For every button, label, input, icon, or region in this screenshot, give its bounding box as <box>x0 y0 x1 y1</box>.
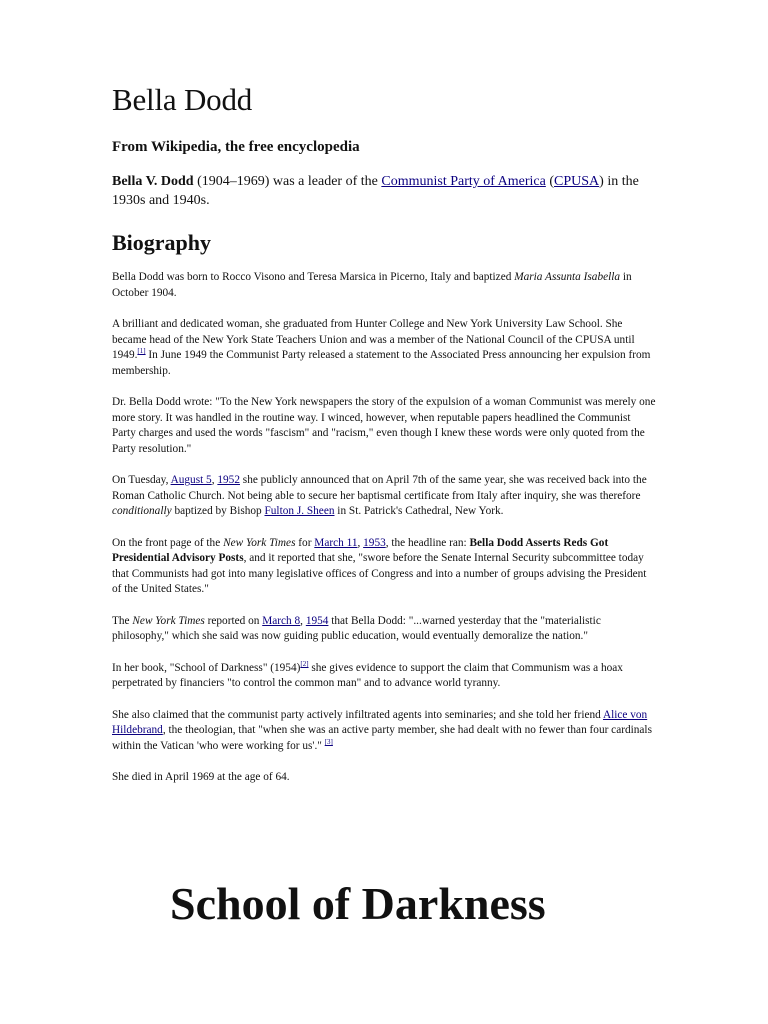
lead-paragraph: Bella V. Dodd (1904–1969) was a leader of the Communist Party of America (CPUSA) in the 1930s and 1940s. <box>112 174 639 208</box>
subject-name: Bella V. Dodd <box>112 174 194 189</box>
reference-3-link[interactable]: [3] <box>324 737 333 746</box>
reference-1-link[interactable]: [1] <box>137 347 146 356</box>
biography-paragraph-8: She also claimed that the communist party actively infiltrated agents into seminaries; and she told her friend Alice von Hildebrand, the theologian, that "when she was an active party member, she had dealt with no fewer than four cardinals within the Vatican 'who were working for us'." [3] <box>112 708 652 752</box>
link-august-5[interactable]: August 5 <box>170 474 212 486</box>
biography-paragraph-6: The New York Times reported on March 8, 1954 that Bella Dodd: "...warned yesterday that the "materialistic philosophy," which she said was now guiding public education, would eventually demoralize the nation." <box>112 614 601 642</box>
biography-paragraph-5: On the front page of the New York Times for March 11, 1953, the headline ran: Bella Dodd Asserts Reds Got Presidential Advisory Posts, and it reported that she, "swore before the Senate Internal Security subcommittee today that Communists had got into many legislative offices of Congress and into a number of groups advising the President of the United States." <box>112 536 647 595</box>
article-content <box>112 80 657 802</box>
book-title-heading: School of Darkness <box>170 878 546 929</box>
link-alice-von-hildebrand[interactable]: Alice von Hildebrand <box>112 708 648 736</box>
biography-paragraph-2: A brilliant and dedicated woman, she graduated from Hunter College and New York University Law School. She became head of the New York State Teachers Union and was a member of the National Council of the CPUSA until 1949.[1] In June 1949 the Communist Party released a statement to the Associated Press announcing her expulsion from membership. <box>112 318 651 377</box>
reference-2-link[interactable]: [2] <box>300 659 309 668</box>
link-1953[interactable]: 1953 <box>363 536 386 549</box>
headline-text: Bella Dodd Asserts Reds Got Presidential Advisory Posts <box>112 536 609 564</box>
biography-paragraph-1: Bella Dodd was born to Rocco Visono and Teresa Marsica in Picerno, Italy and baptized Maria Assunta Isabella in October 1904. <box>112 271 632 299</box>
link-cpusa[interactable]: CPUSA <box>554 174 600 189</box>
section-heading-biography: Biography <box>112 230 212 255</box>
link-communist-party[interactable]: Communist Party of America <box>381 174 546 189</box>
link-1952[interactable]: 1952 <box>217 474 240 486</box>
article-title: Bella Dodd <box>112 82 253 117</box>
biography-paragraph-9: She died in April 1969 at the age of 64. <box>112 771 290 783</box>
link-march-8[interactable]: March 8 <box>262 614 301 627</box>
link-march-11[interactable]: March 11 <box>314 536 358 549</box>
biography-paragraph-7: In her book, "School of Darkness" (1954)[2] she gives evidence to support the claim that Communism was a hoax perpetrated by financiers "to control the common man" and to advance world tyranny. <box>112 659 623 689</box>
biography-paragraph-3: Dr. Bella Dodd wrote: "To the New York newspapers the story of the expulsion of a woman Communist was merely one more story. It was handled in the routine way. I winced, however, when reputable papers headlined the Communist Party charges and used the words "fascism" and "racism," even though I knew these words were only quoted from the Party resolution." <box>112 396 656 455</box>
link-fulton-j-sheen[interactable]: Fulton J. Sheen <box>264 505 335 517</box>
link-1954[interactable]: 1954 <box>305 614 329 627</box>
biography-paragraph-4: On Tuesday, August 5, 1952 she publicly announced that on April 7th of the same year, she was received back into the Roman Catholic Church. Not being able to secure her baptismal certificate from Italy after inquiry, she was therefore conditionally baptized by Bishop Fulton J. Sheen in St. Patrick's Cathedral, New York. <box>112 474 647 517</box>
article-subtitle: From Wikipedia, the free encyclopedia <box>112 139 360 155</box>
